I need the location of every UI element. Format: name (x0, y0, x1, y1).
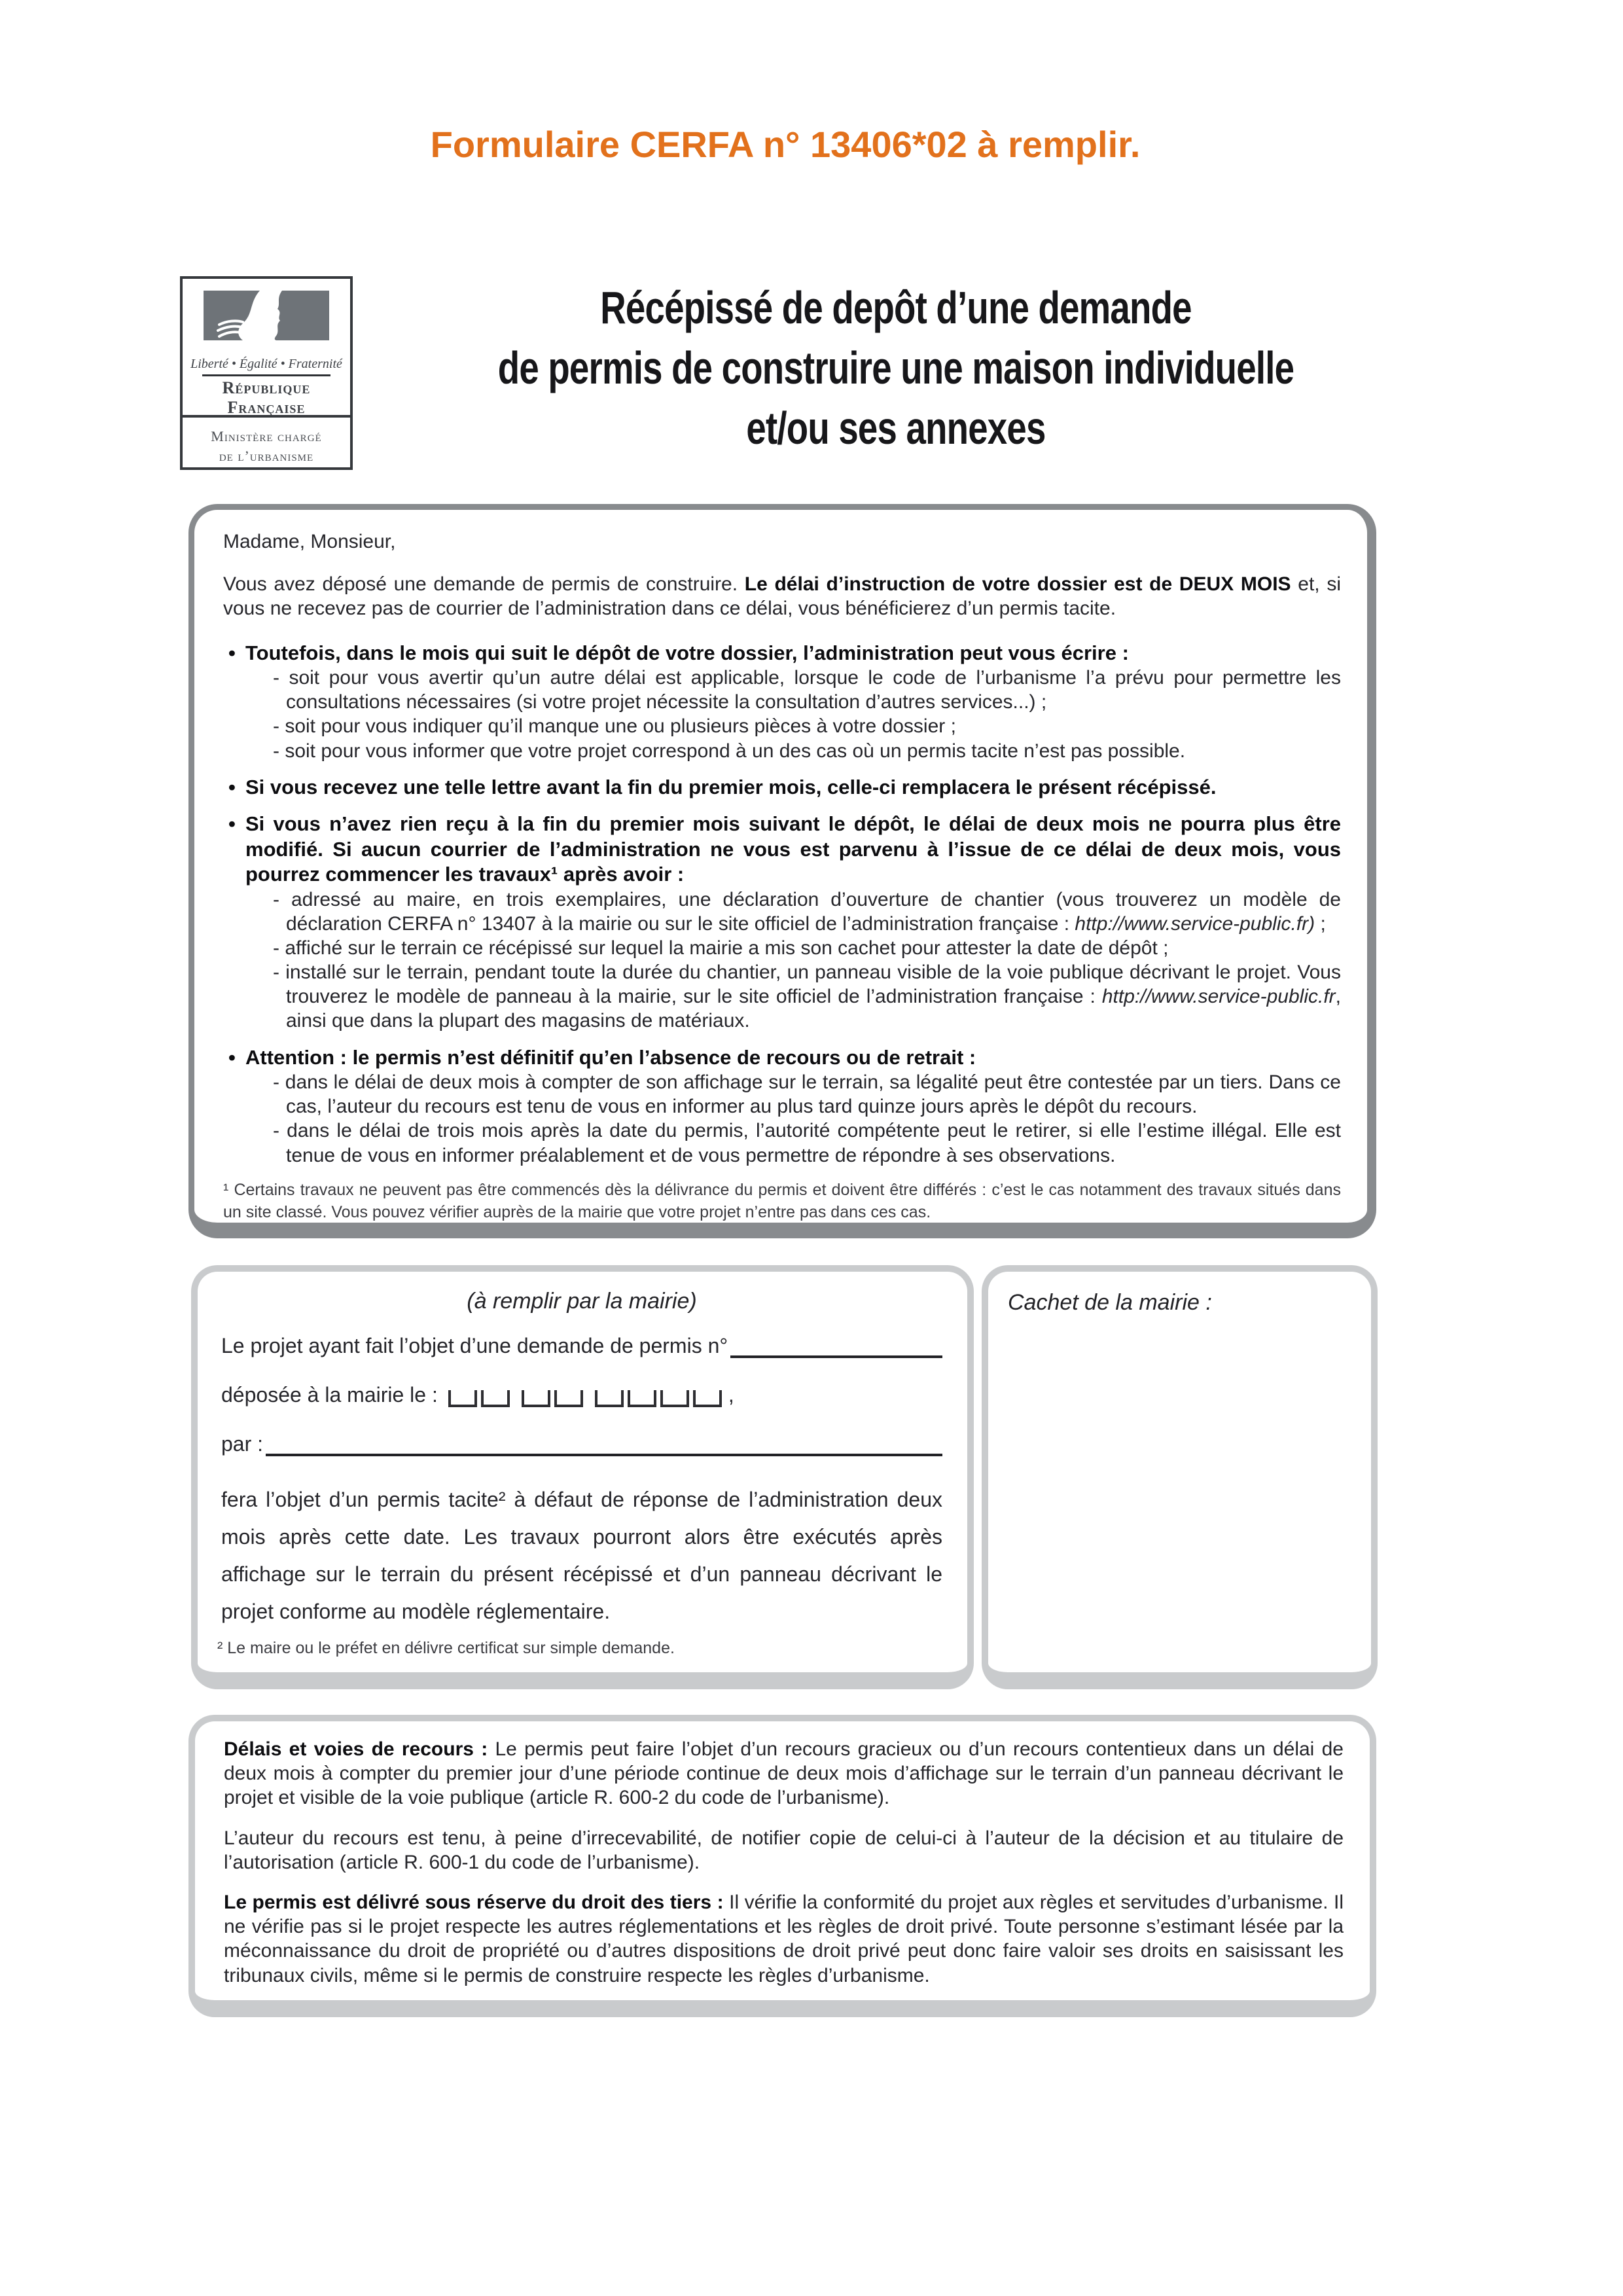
service-public-url-2: http://www.service-public.fr (1101, 986, 1336, 1008)
item3-post: , ainsi que dans la plupart des magasins de matériaux. (286, 986, 1341, 1032)
intro-bold: Le délai d’instruction de votre dossier est de DEUX MOIS (744, 573, 1291, 596)
notice-box (188, 504, 1376, 1238)
cachet-label: Cachet de la mairie : (1008, 1290, 1212, 1315)
bullet-attention (223, 1045, 1341, 1168)
recours-paragraph-1 (224, 1737, 1344, 1810)
date-box-cell[interactable] (660, 1390, 689, 1407)
ministry-line1: Ministère chargé (211, 428, 322, 444)
intro-post: et, si vous ne recevez pas de courrier de l’administration dans ce délai, vous bénéficierez d’un permis tacite. (223, 573, 1341, 620)
recours-box (188, 1715, 1376, 2017)
page-title: Formulaire CERFA n° 13406*02 à remplir. (430, 124, 1141, 165)
bullet-toutefois-item-1: - soit pour vous avertir qu’un autre délai est applicable, lorsque le code de l’urbanisme l’a prévu pour permettre les consultations nécessaires (si votre projet nécessite la consultation d’autres services...) ; (273, 667, 1341, 713)
bullet-rien-recu-item-1 (223, 888, 1341, 936)
greeting: Madame, Monsieur, (223, 531, 396, 552)
cachet-box[interactable] (982, 1265, 1378, 1689)
permit-number-row (221, 1334, 942, 1358)
date-box-cell[interactable] (554, 1390, 583, 1407)
recours-paragraph-3 (224, 1890, 1344, 1988)
bullet-rien-recu-item-3 (223, 960, 1341, 1033)
bullet-rien-recu-item-2: - affiché sur le terrain ce récépissé sur lequel la mairie a mis son cachet pour attester la date de dépôt ; (273, 937, 1169, 959)
bullet-toutefois-item-2: - soit pour vous indiquer qu’il manque une ou plusieurs pièces à votre dossier ; (273, 715, 956, 738)
date-box-cell[interactable] (628, 1390, 656, 1407)
date-box-cell[interactable] (693, 1390, 722, 1407)
bullet-toutefois-item-3: - soit pour vous informer que votre projet correspond à un des cas où un permis tacite n’est pas possible. (273, 740, 1186, 762)
bullet-toutefois (223, 641, 1341, 763)
intro-pre: Vous avez déposé une demande de permis de construire. (223, 573, 745, 596)
permit-number-label: Le projet ayant fait l’objet d’une demande de permis n° (221, 1334, 728, 1357)
bullet-attention-head: • Attention : le permis n’est définitif qu’en l’absence de recours ou de retrait : (223, 1045, 1341, 1070)
heading-line-2: de permis de construire une maison individuelle (497, 342, 1294, 393)
par-field[interactable] (266, 1433, 942, 1456)
bullet-rien-recu-head: • Si vous n’avez rien reçu à la fin du premier mois suivant le dépôt, le délai de deux mois ne pourra plus être modifié. Si aucun courrier de l’administration ne vous est parvenu à l’issue de ce délai de deux mois, vous pourrez commencer les travaux¹ après avoir : (223, 812, 1341, 887)
logo-ministry (183, 418, 350, 466)
form-heading (352, 278, 1440, 458)
date-box-cell[interactable] (595, 1390, 624, 1407)
bullet-attention-item-1: - dans le délai de deux mois à compter de son affichage sur le terrain, sa légalité peut être contestée par un tiers. Dans ce cas, l’auteur du recours est tenu de vous en informer au plus tard quinze jours après le dépôt du recours. (273, 1071, 1341, 1118)
bullet-lettre-head: • Si vous recevez une telle lettre avant la fin du premier mois, celle-ci remplacera le présent récépissé. (223, 775, 1341, 800)
par-row (221, 1432, 942, 1456)
logo-top (183, 279, 350, 418)
date-box-cell[interactable] (522, 1390, 550, 1407)
date-box-cell[interactable] (481, 1390, 510, 1407)
marianne-logo-icon (201, 289, 332, 350)
recours-paragraph-2: L’auteur du recours est tenu, à peine d’irrecevabilité, de notifier copie de celui-ci à l’auteur de la décision et au titulaire de l’autorisation (article R. 600-1 du code de l’urbanisme). (224, 1827, 1344, 1873)
deposit-date-row (221, 1383, 942, 1407)
heading-line-1: Récépissé de depôt d’une demande (600, 282, 1192, 333)
bullet-lettre (223, 775, 1341, 800)
footnote-2: ² Le maire ou le préfet en délivre certificat sur simple demande. (217, 1639, 675, 1657)
logo-divider (202, 374, 330, 376)
date-suffix: , (728, 1383, 734, 1407)
item1-post: ; (1315, 912, 1326, 935)
mairie-fill-box (191, 1265, 974, 1689)
date-boxes (448, 1390, 726, 1407)
bullet-rien-recu (223, 812, 1341, 1033)
recours-p1-bold: Délais et voies de recours : (224, 1738, 488, 1760)
tacite-paragraph: fera l’objet d’un permis tacite² à défaut de réponse de l’administration deux mois après cette date. Les travaux pourront alors être exécutés après affichage sur le terrain du présent récépissé et d’un panneau décrivant le projet conforme au modèle réglementaire. (221, 1488, 942, 1623)
republique-francaise-logo-block (180, 276, 353, 470)
recours-p3-bold: Le permis est délivré sous réserve du droit des tiers : (224, 1891, 724, 1913)
permit-number-field[interactable] (730, 1335, 942, 1358)
mairie-box-header: (à remplir par la mairie) (467, 1289, 697, 1314)
intro-paragraph (223, 572, 1341, 620)
footnote-1: ¹ Certains travaux ne peuvent pas être commencés dès la délivrance du permis et doivent être différés : c’est le cas notamment des travaux situés dans un site classé. Vous pouvez vérifier auprès de la mairie que votre projet n’entre pas dans ces cas. (223, 1180, 1341, 1221)
date-box-cell[interactable] (448, 1390, 477, 1407)
recours-p1-rest: Le permis peut faire l’objet d’un recours gracieux ou d’un recours contentieux dans un délai de deux mois à compter du premier jour d’une période continue de deux mois d’affichage sur le terrain d’un panneau décrivant le projet et visible de la voie publique (article R. 600-2 du code de l’urbanisme). (224, 1738, 1344, 1809)
service-public-url: http://www.service-public.fr) (1075, 912, 1315, 935)
deposit-date-label: déposée à la mairie le : (221, 1383, 438, 1407)
item3-pre: - installé sur le terrain, pendant toute la durée du chantier, un panneau visible de la voie publique décrivant le projet. Vous trouverez le modèle de panneau à la mairie, sur le site officiel de l’administration française : (273, 961, 1341, 1008)
par-label: par : (221, 1432, 264, 1456)
item1-pre: - adressé au maire, en trois exemplaires, une déclaration d’ouverture de chantier (vous trouverez un modèle de déclaration CERFA n° 13407 à la mairie ou sur le site officiel de l’administration française : (273, 888, 1341, 935)
bullet-attention-item-2: - dans le délai de trois mois après la date du permis, l’autorité compétente peut le retirer, si elle l’estime illégal. Elle est tenue de vous en informer préalablement et de vous permettre de répondre à ses observations. (273, 1120, 1341, 1166)
logo-motto: Liberté • Égalité • Fraternité (190, 357, 342, 371)
bullet-toutefois-head: • Toutefois, dans le mois qui suit le dépôt de votre dossier, l’administration peut vous écrire : (223, 641, 1341, 666)
heading-line-3: et/ou ses annexes (746, 403, 1046, 454)
ministry-line2: de l’urbanisme (219, 448, 314, 464)
logo-republic-label: République Française (222, 378, 311, 417)
recours-p3-rest: Il vérifie la conformité du projet aux règles et servitudes d’urbanisme. Il ne vérifie pas si le projet respecte les autres réglementations et les règles de droit privé. Toute personne s’estimant lésée par la méconnaissance du droit de propriété ou d’autres dispositions de droit privé peut donc faire valoir ses droits en saisissant les tribunaux civils, même si le permis de construire respecte les règles d’urbanisme. (224, 1891, 1344, 1986)
